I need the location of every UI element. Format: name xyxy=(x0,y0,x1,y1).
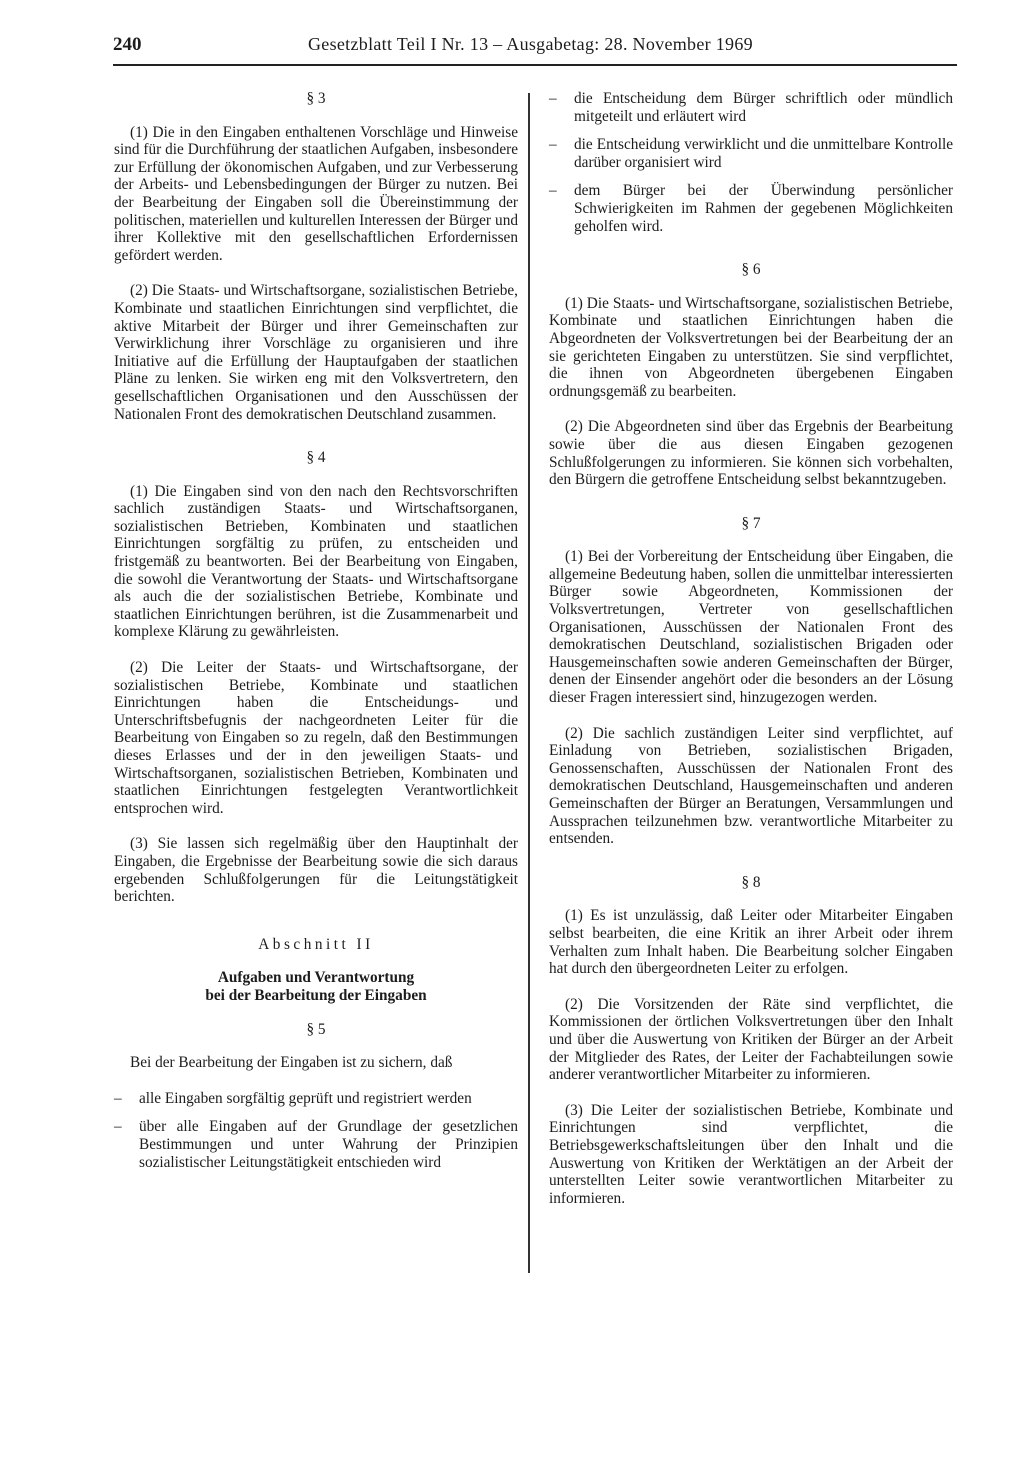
section-4-title: § 4 xyxy=(306,449,326,467)
section-5-intro: Bei der Bearbeitung der Eingaben ist zu sichern, daß xyxy=(130,1054,453,1072)
section-5-title: § 5 xyxy=(306,1020,326,1038)
right-column xyxy=(549,90,953,1225)
part-heading xyxy=(114,969,518,1004)
list-item-text: die Entscheidung dem Bürger schriftlich oder mündlich mitgeteilt und erläutert wird xyxy=(574,90,953,125)
list-item xyxy=(549,136,953,171)
list-item xyxy=(549,90,953,125)
dash-marker: – xyxy=(549,136,557,154)
section-3-title: § 3 xyxy=(306,90,326,107)
column-divider xyxy=(528,93,530,1273)
page-header xyxy=(113,34,957,66)
section-6-paragraph-1: (1) Die Staats- und Wirtschaftsorgane, sozialistischen Betriebe, Kombinate und staatlichen Einrichtungen haben die Abgeordneten der Volksvertretungen bei der Bearbeitung der an sie gerichteten Eingaben zu unterstützen. Sie sind verpflichtet, die ihnen von Abgeordneten übergebenen Eingaben ordnungsgemäß zu bearbeiten. xyxy=(549,294,953,400)
dash-marker: – xyxy=(549,90,557,107)
part-heading-line-1: Aufgaben und Verantwortung xyxy=(217,969,415,987)
section-6-title: § 6 xyxy=(741,261,761,279)
dash-marker: – xyxy=(114,1089,122,1107)
section-7-title: § 7 xyxy=(741,514,761,532)
running-head: Gesetzblatt Teil I Nr. 13 – Ausgabetag: 28. November 1969 xyxy=(308,34,753,54)
list-item-text: dem Bürger bei der Überwindung persönlicher Schwierigkeiten im Rahmen der gegebenen Möglichkeiten geholfen wird. xyxy=(574,182,953,235)
section-4-paragraph-2: (2) Die Leiter der Staats- und Wirtschaftsorgane, der sozialistischen Betriebe, Kombinate und staatlichen Einrichtungen haben die Entscheidungs- und Unterschriftsbefugnis der nachgeordneten Leiter für die Bearbeitung von Eingaben so zu regeln, daß den Bestimmungen dieses Erlasses und der in den jeweiligen Staats- und Wirtschaftsorganen, sozialistischen Betrieben, Kombinaten und staatlichen Einrichtungen festgelegten Verantwortlichkeit entsprochen wird. xyxy=(114,659,518,817)
section-7-paragraph-2: (2) Die sachlich zuständigen Leiter sind verpflichtet, auf Einladung von Betrieben, sozialistischen Brigaden, Genossenschaften, Ausschüssen der Nationalen Front des demokratischen Deutschland, Hausgemeinschaften und anderen Gemeinschaften der Bürger an Beratungen, Versammlungen und Aussprachen teilzunehmen bzw. verantwortliche Mitarbeiter zu entsenden. xyxy=(549,724,953,848)
section-7-paragraph-1: (1) Bei der Vorbereitung der Entscheidung über Eingaben, die allgemeine Bedeutung haben, sollen die unmittelbar interessierten Bürger sowie Abgeordneten, Kommissionen der Volksvertretungen, Vertreter von gesellschaftlichen Organisationen, Ausschüssen der Nationalen Front des demokratischen Deutschland, sozialistischen Brigaden oder Hausgemeinschaften sowie anderen Gemeinschaften der Bürger, denen der Einsender angehört oder die besonders an der Lösung dieser Fragen interessiert sind, hinzugezogen werden. xyxy=(549,548,953,707)
section-8-paragraph-1: (1) Es ist unzulässig, daß Leiter oder Mitarbeiter Eingaben selbst bearbeiten, die eine Kritik an ihrer Arbeit oder ihrem Verhalten zum Inhalt haben. Die Bearbeitung solcher Eingaben hat durch den übergeordneten Leiter zu erfolgen. xyxy=(549,907,953,978)
section-8-title: § 8 xyxy=(741,873,761,891)
left-column xyxy=(114,90,518,1182)
part-heading-line-2: bei der Bearbeitung der Eingaben xyxy=(205,986,427,1004)
list-item xyxy=(549,182,953,235)
section-8-paragraph-3: (3) Die Leiter der sozialistischen Betriebe, Kombinate und Einrichtungen sind verpflichtet, die Betriebsgewerkschaftsleitungen über den Inhalt und die Auswertung von Kritiken der Werktätigen an der Arbeit der unterstellten Leiter sowie verantwortlichen Mitarbeiter zu informieren. xyxy=(549,1101,953,1207)
list-item-text: alle Eingaben sorgfältig geprüft und registriert werden xyxy=(139,1089,472,1107)
list-item xyxy=(114,1118,518,1171)
page-number: 240 xyxy=(113,34,142,55)
dash-marker: – xyxy=(114,1118,122,1136)
section-4-paragraph-3: (3) Sie lassen sich regelmäßig über den Hauptinhalt der Eingaben, die Ergebnisse der Bearbeitung sowie die sich daraus ergebenden Schlußfolgerungen für die Leitungstätigkeit berichten. xyxy=(114,835,518,906)
section-8-paragraph-2: (2) Die Vorsitzenden der Räte sind verpflichtet, die Kommissionen der örtlichen Volksvertretungen über den Inhalt und über die Auswertung von Kritiken der Bürger an der Arbeit der Mitglieder des Rates, der Leiter der Fachabteilungen sowie anderer verantwortlicher Mitarbeiter zu informieren. xyxy=(549,995,953,1084)
section-3-paragraph-1: (1) Die in den Eingaben enthaltenen Vorschläge und Hinweise sind für die Durchführung der staatlichen Aufgaben, insbesondere zur Erfüllung der ökonomischen Aufgaben, und zur Verbesserung der Arbeits- und Lebensbedingungen der Bürger zu nutzen. Bei der Bearbeitung der Eingaben soll die Übereinstimmung der politischen, materiellen und kulturellen Interessen der Bürger und ihrer Kollektive mit den gesellschaftlichen Erfordernissen gefördert werden. xyxy=(114,123,518,264)
list-item-text: über alle Eingaben auf der Grundlage der gesetzlichen Bestimmungen und unter Wahrung der Prinzipien sozialistischer Leitungstätigkeit entschieden wird xyxy=(139,1118,518,1171)
section-4-paragraph-1: (1) Die Eingaben sind von den nach den Rechtsvorschriften sachlich zuständigen Staats- und Wirtschaftsorganen, sozialistischen Betrieben, Kombinaten und staatlichen Einrichtungen sorgfältig zu prüfen, zu entscheiden und fristgemäß zu beantworten. Bei der Bearbeitung von Eingaben, die sowohl die Verantwortung der Staats- und Wirtschaftsorgane als auch die der sozialistischen Betriebe, Kombinate und staatlichen Einrichtungen berühren, ist die Zusammenarbeit und komplexe Klärung zu gewährleisten. xyxy=(114,482,518,641)
dash-marker: – xyxy=(549,182,557,200)
section-3-paragraph-2: (2) Die Staats- und Wirtschaftsorgane, sozialistischen Betriebe, Kombinate und staatlichen Einrichtungen sind verpflichtet, die aktive Mitarbeit der Bürger und ihrer Gemeinschaften zur Verwirklichung ihrer Vorschläge zu organisieren und ihre Initiative auf die Erfüllung der Hauptaufgaben der staatlichen Pläne zu lenken. Sie wirken eng mit den Volksvertretern, den gesellschaftlichen Organisationen und den Ausschüssen der Nationalen Front des demokratischen Deutschland zusammen. xyxy=(114,282,518,423)
list-item xyxy=(114,1090,518,1108)
section-6-paragraph-2: (2) Die Abgeordneten sind über das Ergebnis der Bearbeitung sowie über die aus diesen Eingaben gezogenen Schlußfolgerungen zu informieren. Sie können sich vorbehalten, den Bürgern die getroffene Entscheidung selbst bekanntzugeben. xyxy=(549,418,953,489)
list-item-text: die Entscheidung verwirklicht und die unmittelbare Kontrolle darüber organisiert wird xyxy=(574,136,953,171)
part-title: Abschnitt II xyxy=(258,935,374,953)
